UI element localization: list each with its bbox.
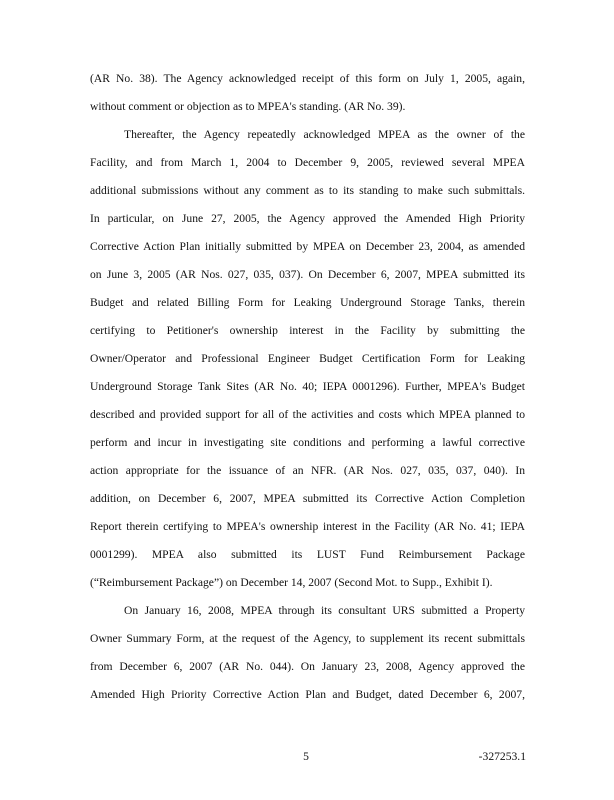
text-line: Budget and related Billing Form for Leaking Underground Storage Tanks, therein	[90, 296, 525, 309]
text-line: (AR No. 38). The Agency acknowledged receipt of this form on July 1, 2005, again,	[90, 72, 525, 85]
text-line: described and provided support for all of the activities and costs which MPEA planned to	[90, 408, 525, 421]
paragraph-first-line: Thereafter, the Agency repeatedly acknowledged MPEA as the owner of the	[124, 128, 525, 141]
text-line: Owner/Operator and Professional Engineer Budget Certification Form for Leaking	[90, 352, 525, 365]
text-line: without comment or objection as to MPEA's standing. (AR No. 39).	[90, 100, 406, 113]
text-line: Amended High Priority Corrective Action Plan and Budget, dated December 6, 2007,	[90, 688, 525, 701]
text-line: Report therein certifying to MPEA's ownership interest in the Facility (AR No. 41; IEPA	[90, 520, 525, 533]
text-line: Owner Summary Form, at the request of the Agency, to supplement its recent submittals	[90, 632, 525, 645]
text-line: on June 3, 2005 (AR Nos. 027, 035, 037). On December 6, 2007, MPEA submitted its	[90, 268, 525, 281]
text-line: Underground Storage Tank Sites (AR No. 40; IEPA 0001296). Further, MPEA's Budget	[90, 380, 525, 393]
text-line: perform and incur in investigating site conditions and performing a lawful corrective	[90, 436, 525, 449]
document-id: -327253.1	[478, 750, 526, 763]
paragraph-first-line: On January 16, 2008, MPEA through its consultant URS submitted a Property	[124, 604, 525, 617]
text-line: Facility, and from March 1, 2004 to December 9, 2005, reviewed several MPEA	[90, 156, 525, 169]
page-number: 5	[303, 750, 309, 763]
text-line: Corrective Action Plan initially submitted by MPEA on December 23, 2004, as amended	[90, 240, 525, 253]
text-line: In particular, on June 27, 2005, the Agency approved the Amended High Priority	[90, 212, 525, 225]
text-line: (“Reimbursement Package”) on December 14, 2007 (Second Mot. to Supp., Exhibit I).	[90, 576, 493, 589]
text-line: certifying to Petitioner's ownership interest in the Facility by submitting the	[90, 324, 525, 337]
text-line: 0001299). MPEA also submitted its LUST Fund Reimbursement Package	[90, 548, 525, 561]
text-line: additional submissions without any comment as to its standing to make such submittals.	[90, 184, 525, 197]
text-line: from December 6, 2007 (AR No. 044). On January 23, 2008, Agency approved the	[90, 660, 525, 673]
text-line: addition, on December 6, 2007, MPEA submitted its Corrective Action Completion	[90, 492, 525, 505]
text-line: action appropriate for the issuance of an NFR. (AR Nos. 027, 035, 037, 040). In	[90, 464, 525, 477]
